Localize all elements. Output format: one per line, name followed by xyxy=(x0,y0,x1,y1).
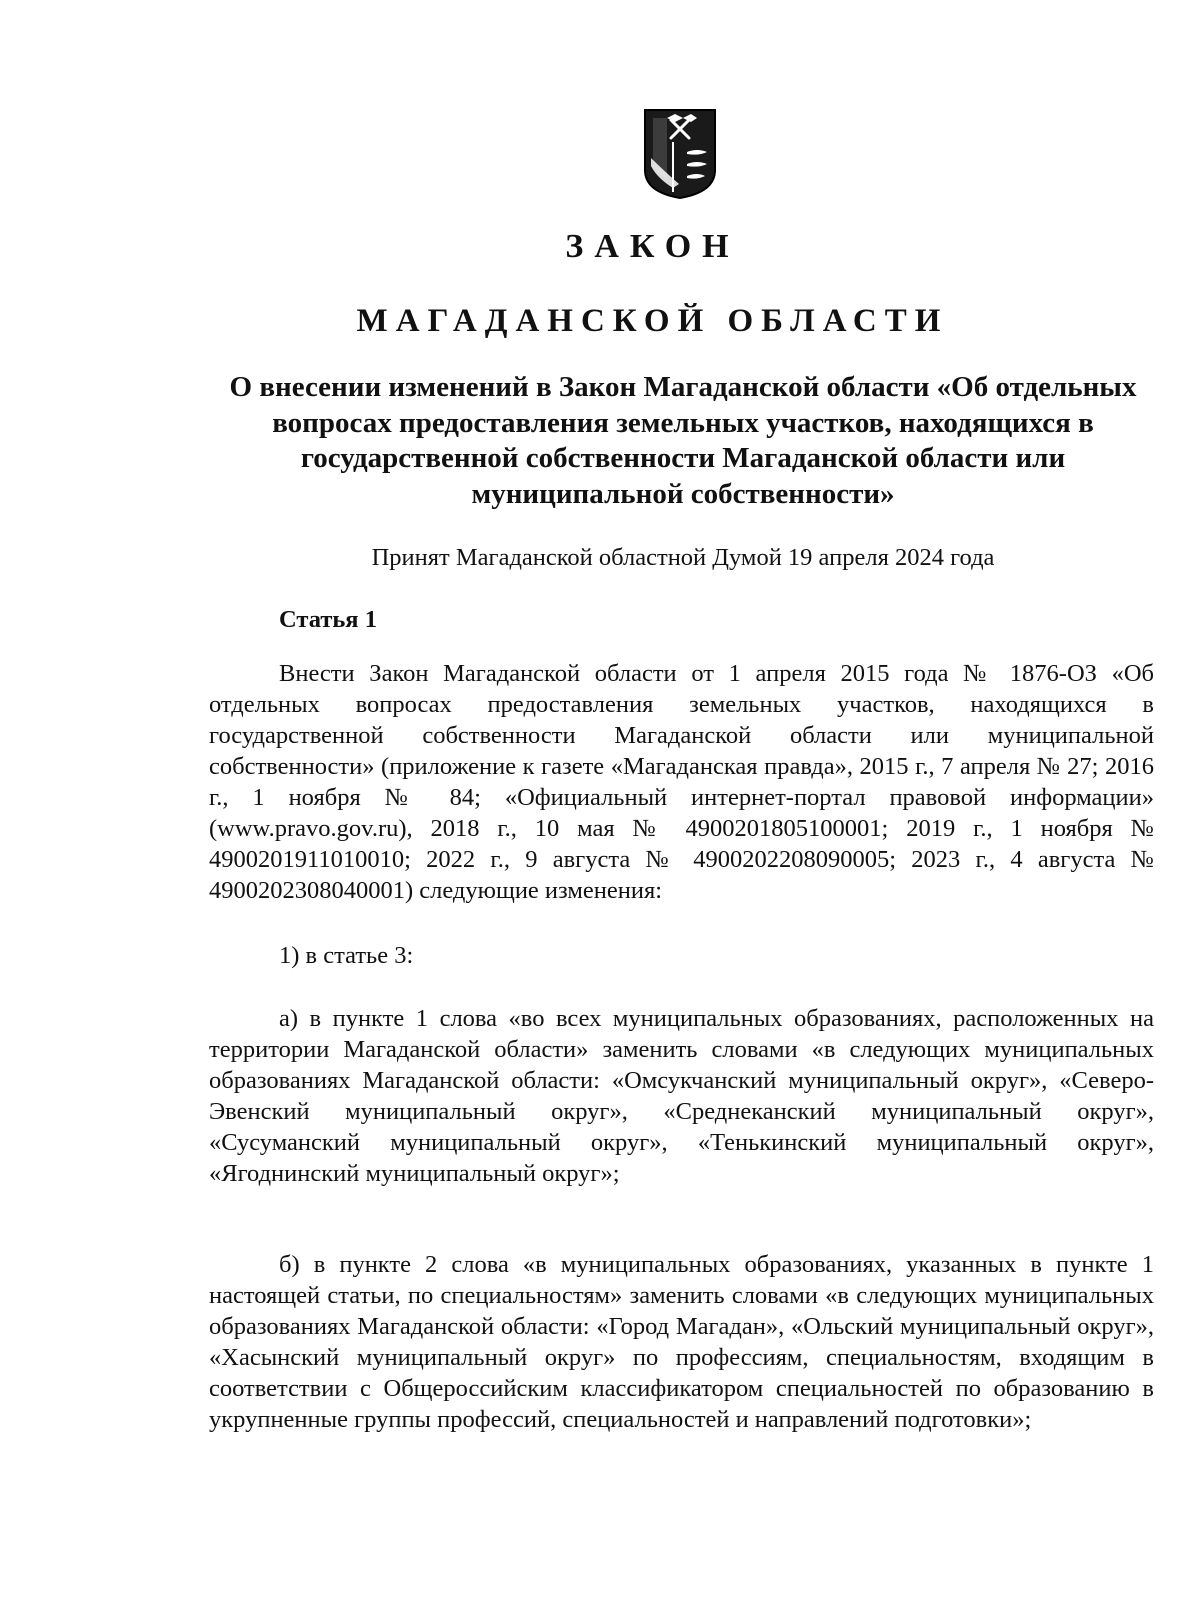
item-1-paragraph: 1) в статье 3: xyxy=(279,942,414,969)
subitem-a-paragraph: а) в пункте 1 слова «во всех муниципальных образованиях, расположенных на территории Магаданской области» заменить словами «в следующих муниципальных образованиях Магаданской области: «Омсукчанский муниципальный округ», «Северо-Эвенский муниципальный округ», «Среднеканский муниципальный округ», «Сусуманский муниципальный округ», «Тенькинский муниципальный округ», «Ягоднинский муниципальный округ»; xyxy=(209,1005,1154,1187)
article-heading: Статья 1 xyxy=(279,606,377,633)
law-subject: О внесении изменений в Закон Магаданской области «Об отдельных вопросах предоставления земельных участков, находящихся в государственной собственности Магаданской области или муниципальной собственности» xyxy=(229,371,1137,510)
region-title: МАГАДАНСКОЙ ОБЛАСТИ xyxy=(356,303,949,339)
coat-of-arms-icon xyxy=(643,108,717,200)
article-intro-paragraph: Внести Закон Магаданской области от 1 апреля 2015 года № 1876-ОЗ «Об отдельных вопросах предоставления земельных участков, находящихся в государственной собственности Магаданской области или муниципальной собственности» (приложение к газете «Магаданская правда», 2015 г., 7 апреля № 27; 2016 г., 1 ноября № 84; «Официальный интернет-портал правовой информации» (www.pravo.gov.ru), 2018 г., 10 мая № 4900201805100001; 2019 г., 1 ноября № 4900201911010010; 2022 г., 9 августа № 4900202208090005; 2023 г., 4 августа № 4900202308040001) следующие изменения: xyxy=(209,660,1154,904)
adoption-line: Принят Магаданской областной Думой 19 апреля 2024 года xyxy=(371,544,995,571)
subitem-b-paragraph: б) в пункте 2 слова «в муниципальных образованиях, указанных в пункте 1 настоящей статьи, по специальностям» заменить словами «в следующих муниципальных образованиях Магаданской области: «Город Магадан», «Ольский муниципальный округ», «Хасынский муниципальный округ» по профессиям, специальностям, входящим в соответствии с Общероссийским классификатором специальностей по образованию в укрупненные группы профессий, специальностей и направлений подготовки»; xyxy=(209,1251,1154,1433)
law-title: ЗАКОН xyxy=(565,228,740,265)
